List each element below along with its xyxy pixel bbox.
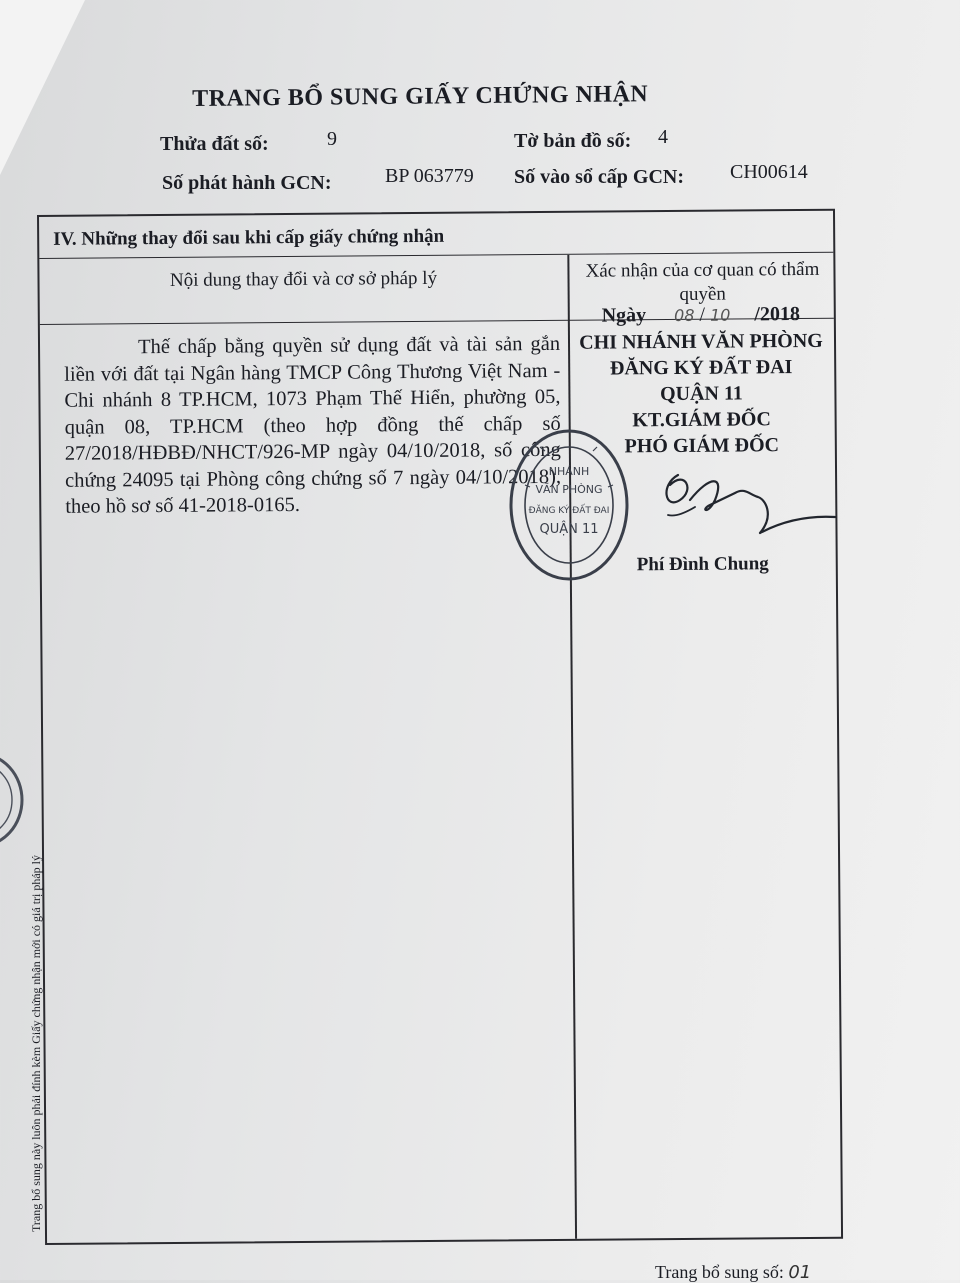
position-line-1: KT.GIÁM ĐỐC bbox=[632, 408, 771, 432]
signer-name: Phí Đình Chung bbox=[636, 553, 769, 576]
footer-page-number: 01 bbox=[788, 1262, 812, 1283]
date-prefix: Ngày bbox=[601, 304, 647, 327]
authority-line-2: ĐĂNG KÝ ĐẤT ĐAI bbox=[609, 356, 793, 380]
confirmation-column-header: Xác nhận của cơ quan có thẩm quyền bbox=[585, 258, 820, 305]
authority-line-3: QUẬN 11 bbox=[659, 382, 743, 406]
register-number-value: CH00614 bbox=[730, 161, 808, 183]
edge-seal-fragment bbox=[0, 750, 30, 850]
page-title: TRANG BỔ SUNG GIẤY CHỨNG NHẬN bbox=[192, 81, 649, 112]
section-heading: IV. Những thay đổi sau khi cấp giấy chứng nhận bbox=[39, 211, 833, 259]
date-year: /2018 bbox=[754, 303, 801, 326]
change-content: Thế chấp bằng quyền sử dụng đất và tài sản gắn liền với đất tại Ngân hàng TMCP Công Thương Việt Nam - Chi nhánh 8 TP.HCM, 1073 Phạm Thế Hiển, phường 05, quận 08, TP.HCM (theo hợp đồng thế chấp số 27/2018/HĐBĐ/NHCT/926-MP ngày 04/10/2018, số công chứng 24095 tại Phòng công chứng số 7 ngày 04/10/2018), theo hồ sơ số 41-2018-0165. bbox=[64, 332, 562, 518]
plot-number-value: 9 bbox=[327, 128, 337, 150]
seal-text-1: NHÁNH bbox=[548, 465, 590, 478]
changes-table bbox=[37, 209, 843, 1245]
confirmation-date: Ngày 08 / 10 /2018 bbox=[601, 303, 801, 327]
register-number-label: Số vào sổ cấp GCN: bbox=[514, 166, 685, 188]
authority-line-1: CHI NHÁNH VĂN PHÒNG bbox=[579, 329, 823, 354]
official-seal bbox=[505, 425, 633, 585]
content-column-header: Nội dung thay đổi và cơ sở pháp lý bbox=[169, 267, 438, 291]
issue-number-label: Số phát hành GCN: bbox=[162, 172, 332, 194]
handwritten-signature bbox=[640, 455, 840, 555]
map-sheet-label: Tờ bản đồ số: bbox=[514, 130, 632, 152]
side-legal-note: Trang bổ sung này luôn phải đính kèm Giấy chứng nhận mới có giá trị pháp lý bbox=[29, 854, 43, 1232]
footer-label: Trang bổ sung số: bbox=[655, 1262, 784, 1282]
issue-number-value: BP 063779 bbox=[385, 165, 474, 187]
date-month: 10 bbox=[709, 305, 731, 325]
seal-text-3: ĐĂNG KÝ ĐẤT ĐAI bbox=[528, 506, 610, 516]
map-sheet-value: 4 bbox=[658, 126, 668, 148]
seal-text-2: VĂN PHÒNG bbox=[535, 483, 603, 496]
position-line-2: PHÓ GIÁM ĐỐC bbox=[624, 434, 780, 458]
date-day: 08 bbox=[674, 305, 695, 325]
plot-number-label: Thửa đất số: bbox=[160, 133, 269, 155]
seal-text-4: QUẬN 11 bbox=[539, 522, 599, 537]
underlying-sheet-corner bbox=[0, 0, 95, 190]
